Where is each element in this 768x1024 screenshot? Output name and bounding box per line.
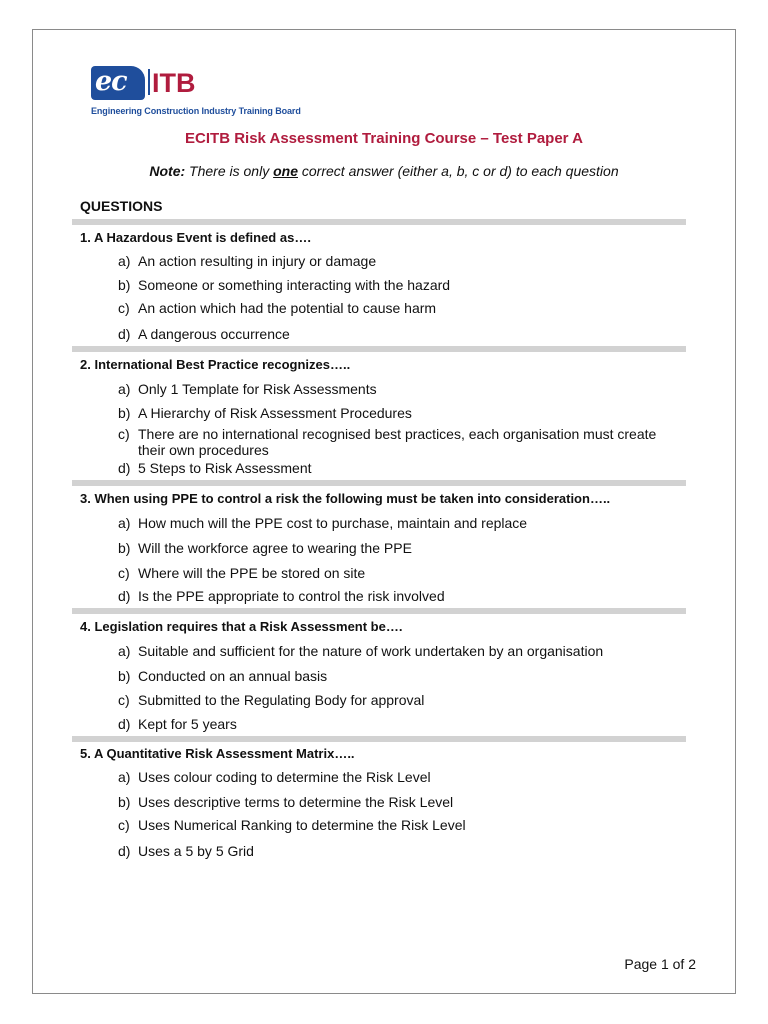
answer-option [118, 277, 450, 293]
logo-subtitle: Engineering Construction Industry Training Board [91, 106, 301, 116]
note-label: Note: [149, 163, 186, 179]
answer-option [118, 794, 453, 810]
note-text-after: correct answer (either a, b, c or d) to each question [298, 163, 619, 179]
instructions-note [0, 163, 768, 179]
option-text: There are no international recognised best practices, each organisation must create their own procedures [138, 426, 657, 458]
option-text: An action resulting in injury or damage [138, 253, 377, 269]
question-5: 5. A Quantitative Risk Assessment Matrix….. [80, 746, 355, 761]
option-text: A dangerous occurrence [138, 326, 290, 342]
option-text: Uses Numerical Ranking to determine the Risk Level [138, 817, 466, 833]
option-label: b) [118, 668, 131, 684]
answer-option [118, 817, 466, 833]
option-label: a) [118, 253, 131, 269]
answer-option [118, 515, 527, 531]
question-4: 4. Legislation requires that a Risk Assessment be…. [80, 619, 403, 634]
option-text: Conducted on an annual basis [138, 668, 328, 684]
logo-word-text: ITB [152, 68, 196, 98]
option-label: b) [118, 405, 131, 421]
questions-heading: QUESTIONS [80, 198, 163, 214]
option-label: a) [118, 643, 131, 659]
question-divider [72, 736, 686, 742]
option-text: How much will the PPE cost to purchase, maintain and replace [138, 515, 528, 531]
option-label: a) [118, 515, 131, 531]
option-label: d) [118, 588, 131, 604]
answer-option [118, 405, 412, 421]
logo-word [148, 68, 196, 98]
answer-option [118, 692, 424, 708]
option-label: b) [118, 794, 131, 810]
answer-option [118, 540, 412, 556]
option-text: Only 1 Template for Risk Assessments [138, 381, 377, 397]
option-label: c) [118, 692, 130, 708]
answer-option [118, 253, 376, 269]
note-text-before: There is only [185, 163, 274, 179]
answer-option [118, 326, 290, 342]
answer-option [118, 565, 365, 581]
option-text: 5 Steps to Risk Assessment [138, 460, 312, 476]
question-divider [72, 480, 686, 486]
document-title: ECITB Risk Assessment Training Course – Test Paper A [185, 130, 583, 147]
option-label: c) [118, 565, 130, 581]
option-label: b) [118, 540, 131, 556]
option-label: c) [118, 817, 130, 833]
page-number: Page 1 of 2 [624, 956, 696, 972]
option-text: Kept for 5 years [138, 716, 237, 732]
note-emphasis: one [273, 163, 298, 179]
logo-mark: ec [91, 66, 145, 100]
option-label: c) [118, 300, 130, 316]
question-divider [72, 608, 686, 614]
answer-option [118, 588, 445, 604]
option-text: Someone or something interacting with the hazard [138, 277, 451, 293]
answer-option [118, 716, 237, 732]
question-2: 2. International Best Practice recognizes….. [80, 357, 351, 372]
option-text: An action which had the potential to cause harm [138, 300, 437, 316]
answer-option [118, 426, 678, 458]
option-label: d) [118, 460, 131, 476]
option-text: Submitted to the Regulating Body for approval [138, 692, 425, 708]
answer-option [118, 769, 431, 785]
option-text: Uses a 5 by 5 Grid [138, 843, 254, 859]
option-label: d) [118, 843, 131, 859]
logo-bar [148, 69, 150, 95]
answer-option [118, 843, 254, 859]
option-text: Uses colour coding to determine the Risk Level [138, 769, 431, 785]
option-label: a) [118, 769, 131, 785]
option-text: Suitable and sufficient for the nature of work undertaken by an organisation [138, 643, 604, 659]
option-label: d) [118, 326, 131, 342]
option-text: A Hierarchy of Risk Assessment Procedures [138, 405, 412, 421]
ecitb-logo [91, 66, 301, 122]
option-label: b) [118, 277, 131, 293]
answer-option [118, 668, 327, 684]
option-text: Where will the PPE be stored on site [138, 565, 366, 581]
option-text: Is the PPE appropriate to control the risk involved [138, 588, 445, 604]
option-text: Will the workforce agree to wearing the PPE [138, 540, 412, 556]
question-1: 1. A Hazardous Event is defined as…. [80, 230, 311, 245]
option-text: Uses descriptive terms to determine the Risk Level [138, 794, 454, 810]
question-divider [72, 346, 686, 352]
option-label: d) [118, 716, 131, 732]
question-3: 3. When using PPE to control a risk the following must be taken into consideration….. [80, 491, 611, 506]
answer-option [118, 381, 377, 397]
answer-option [118, 300, 436, 316]
option-label: c) [118, 426, 130, 442]
question-divider [72, 219, 686, 225]
option-label: a) [118, 381, 131, 397]
answer-option [118, 643, 603, 659]
answer-option [118, 460, 312, 476]
